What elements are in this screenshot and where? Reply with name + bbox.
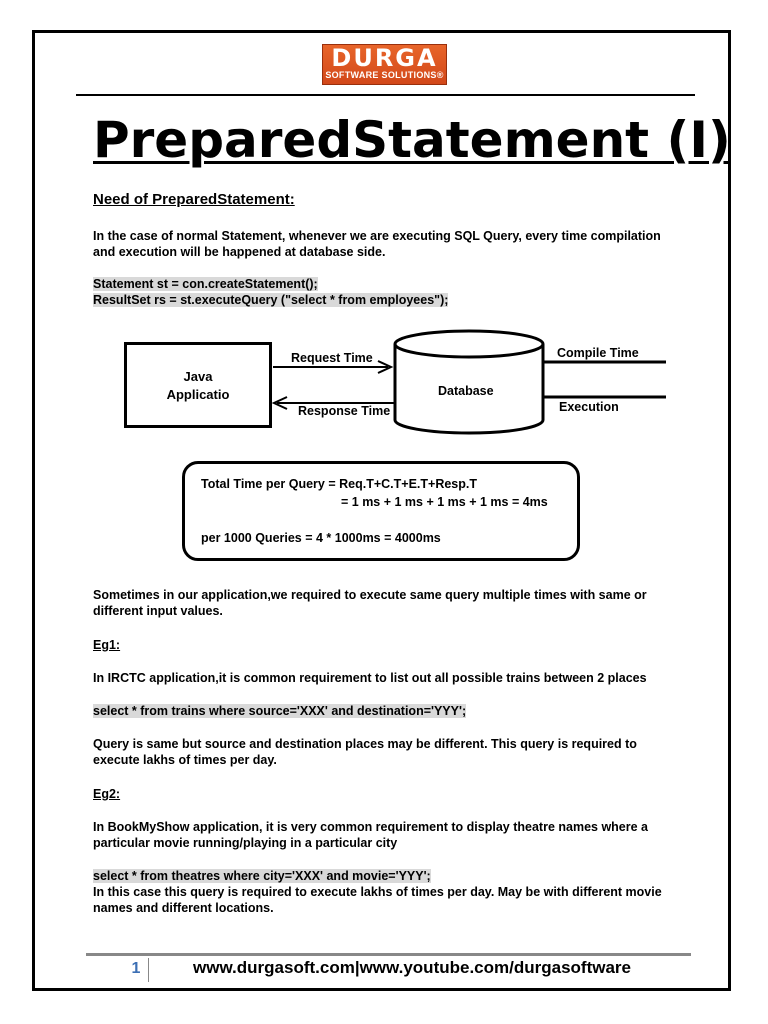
logo-sub-text: SOFTWARE SOLUTIONS® — [325, 70, 444, 80]
code-line: Statement st = con.createStatement(); — [93, 277, 318, 291]
eg2-query — [93, 868, 431, 884]
eg1-query-text: select * from trains where source='XXX' and destination='YYY'; — [93, 704, 467, 718]
footer-separator — [148, 958, 149, 982]
database-cylinder — [395, 331, 543, 433]
logo-main-text: DURGA — [331, 44, 438, 72]
eg2-note: In this case this query is required to execute lakhs of times per day. May be with different movie names and different locations. — [93, 885, 662, 915]
eg2-text: In BookMyShow application, it is very common requirement to display theatre names where a particular movie running/playing in a particular city — [93, 820, 648, 850]
database-label: Database — [438, 384, 494, 398]
eg1-note: Query is same but source and destination places may be different. This query is required to execute lakhs of times per day. — [93, 737, 637, 767]
section-heading: Need of PreparedStatement: — [93, 191, 295, 208]
time-line-2: = 1 ms + 1 ms + 1 ms + 1 ms = 4ms — [341, 495, 548, 509]
repeat-query-paragraph: Sometimes in our application,we required to execute same query multiple times with same or different input values. — [93, 588, 647, 618]
time-line-3: per 1000 Queries = 4 * 1000ms = 4000ms — [201, 531, 441, 545]
page-number: 1 — [131, 960, 141, 977]
eg2-heading: Eg2: — [93, 787, 121, 801]
code-line: ResultSet rs = st.executeQuery ("select * from employees"); — [93, 293, 449, 307]
eg1-query — [93, 703, 466, 719]
time-line-1: Total Time per Query = Req.T+C.T+E.T+Resp.T — [201, 477, 478, 491]
eg1-heading: Eg1: — [93, 638, 121, 652]
footer-rule — [86, 953, 691, 956]
eg2-query-text: select * from theatres where city='XXX' and movie='YYY'; — [93, 869, 431, 883]
request-time-label: Request Time — [291, 351, 373, 365]
footer-links: www.durgasoft.com|www.youtube.com/durgasoftware — [193, 958, 631, 977]
response-time-label: Response Time — [298, 404, 391, 418]
compile-time-label: Compile Time — [557, 346, 639, 360]
java-box-line: Applicatio — [166, 387, 230, 402]
page-title: PreparedStatement (I) — [93, 111, 731, 169]
intro-paragraph: In the case of normal Statement, whenever we are executing SQL Query, every time compilation and execution will be happened at database side. — [93, 229, 661, 259]
execution-label: Execution — [559, 400, 619, 414]
time-calculation-box — [182, 461, 580, 561]
eg1-text: In IRCTC application,it is common requirement to list out all possible trains between 2 places — [93, 671, 647, 685]
java-box-line: Java — [183, 369, 213, 384]
